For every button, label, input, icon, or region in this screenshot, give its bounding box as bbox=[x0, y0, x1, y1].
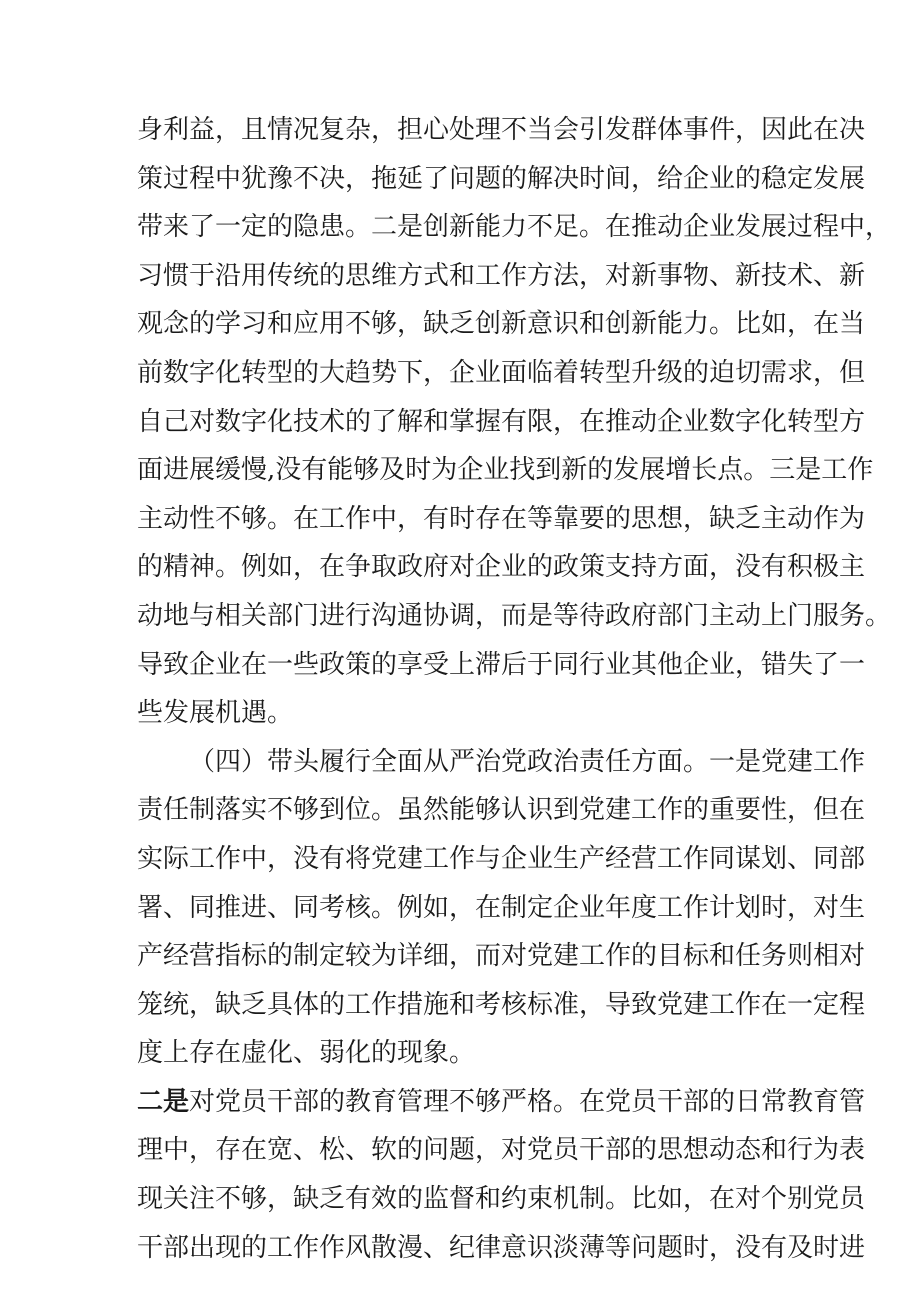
text-line: 习惯于沿用传统的思维方式和工作方法，对新事物、新技术、新 bbox=[137, 260, 866, 291]
text-line: 观念的学习和应用不够，缺乏创新意识和创新能力。比如，在当 bbox=[137, 309, 866, 340]
point-two-lead: 二是 bbox=[137, 1086, 190, 1117]
text-line: 自己对数字化技术的了解和掌握有限，在推动企业数字化转型方 bbox=[137, 406, 866, 437]
point-two-first-line-text: 对党员干部的教育管理不够严格。在党员干部的日常教育管 bbox=[189, 1086, 866, 1117]
paragraph-continued bbox=[137, 106, 892, 738]
text-line: 责任制落实不够到位。虽然能够认识到党建工作的重要性，但在 bbox=[137, 795, 866, 826]
text-line: 面进展缓慢,没有能够及时为企业找到新的发展增长点。三是工作 bbox=[137, 455, 874, 486]
point-two-first-line bbox=[137, 1078, 866, 1127]
text-line: 主动性不够。在工作中，有时存在等靠要的思想，缺乏主动作为 bbox=[137, 503, 866, 534]
text-line: 的精神。例如，在争取政府对企业的政策支持方面，没有积极主 bbox=[137, 552, 866, 583]
document-body bbox=[137, 106, 892, 1272]
text-line: 前数字化转型的大趋势下，企业面临着转型升级的迫切需求，但 bbox=[137, 357, 866, 388]
text-line: 带来了一定的隐患。二是创新能力不足。在推动企业发展过程中， bbox=[137, 212, 892, 243]
text-line: 身利益，且情况复杂，担心处理不当会引发群体事件，因此在决 bbox=[137, 115, 866, 145]
text-line: 策过程中犹豫不决，拖延了问题的解决时间，给企业的稳定发展 bbox=[137, 163, 866, 194]
point-two-paragraph bbox=[137, 1078, 866, 1272]
text-line: 现关注不够，缺乏有效的监督和约束机制。比如，在对个别党员 bbox=[137, 1184, 866, 1215]
text-line: 干部出现的工作作风散漫、纪律意识淡薄等问题时，没有及时进 bbox=[137, 1232, 866, 1263]
text-line: 理中，存在宽、松、软的问题，对党员干部的思想动态和行为表 bbox=[137, 1135, 866, 1166]
section-four-paragraph bbox=[137, 738, 866, 1078]
text-line: 实际工作中，没有将党建工作与企业生产经营工作同谋划、同部 bbox=[137, 843, 866, 874]
text-line: 笼统，缺乏具体的工作措施和考核标准，导致党建工作在一定程 bbox=[137, 989, 866, 1020]
text-line: 动地与相关部门进行沟通协调，而是等待政府部门主动上门服务。 bbox=[137, 600, 892, 631]
section-heading-line: （四）带头履行全面从严治党政治责任方面。一是党建工作 bbox=[189, 746, 866, 777]
text-line: 导致企业在一些政策的享受上滞后于同行业其他企业，错失了一 bbox=[137, 649, 866, 680]
text-line: 度上存在虚化、弱化的现象。 bbox=[137, 1038, 476, 1069]
text-line: 署、同推进、同考核。例如，在制定企业年度工作计划时，对生 bbox=[137, 892, 866, 923]
text-line: 产经营指标的制定较为详细，而对党建工作的目标和任务则相对 bbox=[137, 941, 866, 972]
text-line: 些发展机遇。 bbox=[137, 698, 294, 729]
